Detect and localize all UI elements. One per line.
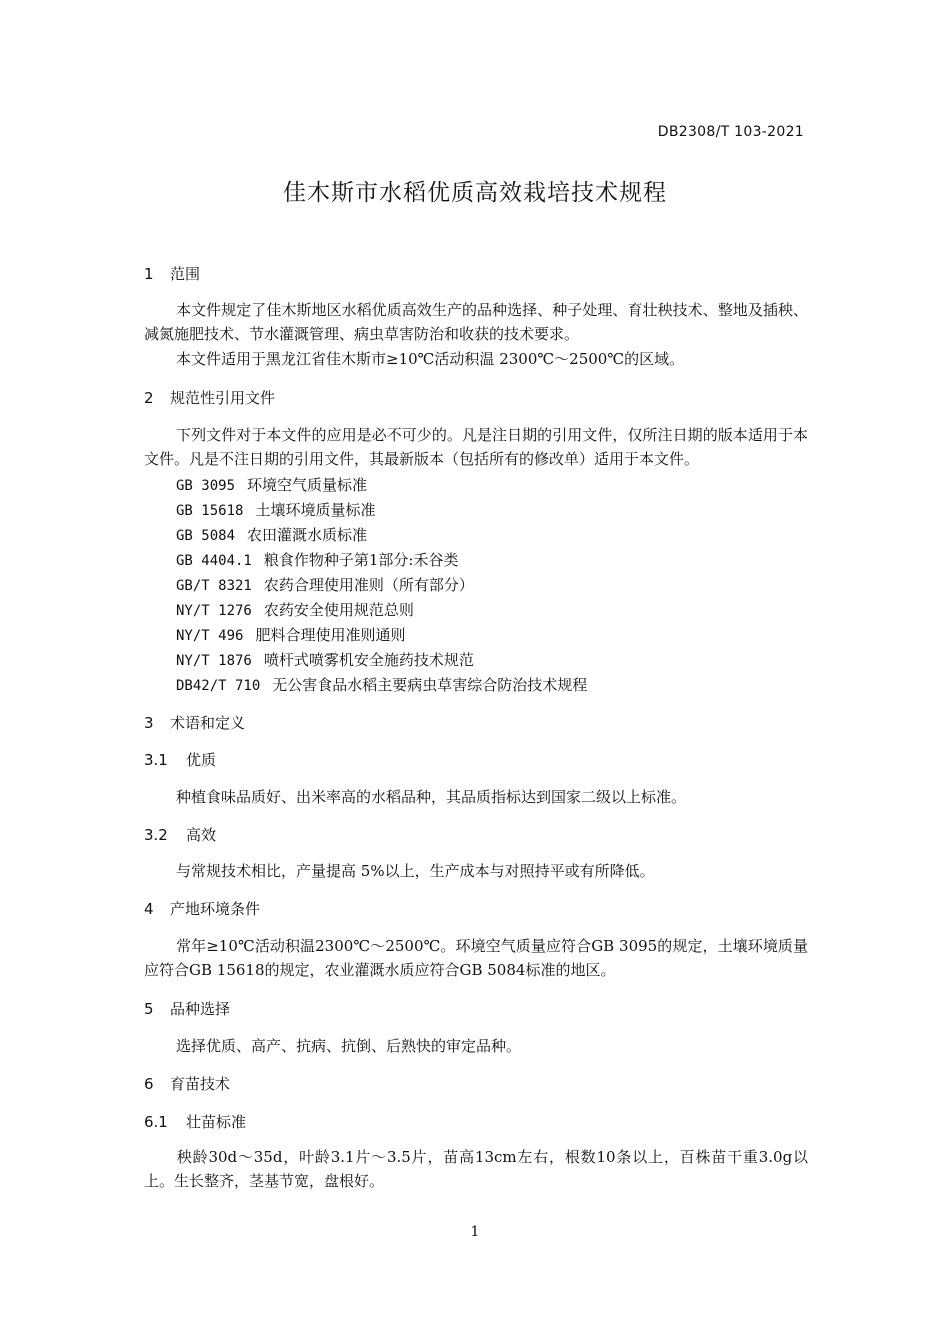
section-title: 产地环境条件: [170, 900, 261, 918]
page-number: 1: [470, 1224, 480, 1240]
reference-item: GB 5084 农田灌溉水质标准: [176, 526, 368, 544]
reference-item: GB 4404.1 粮食作物种子第1部分:禾谷类: [176, 551, 459, 569]
document-title: 佳木斯市水稻优质高效栽培技术规程: [283, 180, 667, 206]
section-1-heading: [144, 263, 200, 284]
section-3-1-paragraph: 种植食味品质好、出米率高的水稻品种，其品质指标达到国家二级以上标准。: [176, 788, 687, 806]
section-4-heading: [144, 898, 260, 919]
section-6-1-paragraph: 秧龄30d～35d，叶龄3.1片～3.5片，苗高13cm左右，根数10条以上，百株苗干重3.0g以上。生长整齐，茎基节宽，盘根好。: [144, 1148, 808, 1190]
section-number: 5: [144, 1000, 154, 1018]
section-title: 品种选择: [170, 1000, 231, 1018]
section-title: 范围: [170, 265, 201, 283]
section-3-2-heading: [144, 824, 216, 845]
section-2-paragraph-1: 下列文件对于本文件的应用是必不可少的。凡是注日期的引用文件，仅所注日期的版本适用于本文件。凡是不注日期的引用文件，其最新版本（包括所有的修改单）适用于本文件。: [144, 426, 808, 468]
reference-item: NY/T 1276 农药安全使用规范总则: [176, 601, 414, 619]
section-5-paragraph: 选择优质、高产、抗病、抗倒、后熟快的审定品种。: [176, 1037, 522, 1055]
reference-item: GB/T 8321 农药合理使用准则（所有部分）: [176, 576, 474, 594]
section-3-1-heading: [144, 749, 216, 770]
reference-item: NY/T 1876 喷杆式喷雾机安全施药技术规范: [176, 651, 474, 669]
section-6-1-heading: [144, 1111, 246, 1132]
standard-code: DB2308/T 103-2021: [657, 124, 804, 140]
section-2-heading: [144, 387, 275, 408]
section-number: 1: [144, 265, 154, 283]
section-number: 3: [144, 714, 154, 732]
section-title: 高效: [186, 826, 217, 844]
section-number: 3.1: [144, 751, 168, 769]
section-5-heading: [144, 998, 230, 1019]
reference-item: DB42/T 710 无公害食品水稻主要病虫草害综合防治技术规程: [176, 676, 588, 694]
section-title: 规范性引用文件: [170, 389, 276, 407]
section-1-paragraph-1: 本文件规定了佳木斯地区水稻优质高效生产的品种选择、种子处理、育壮秧技术、整地及插秧、减氮施肥技术、节水灌溉管理、病虫草害防治和收获的技术要求。: [144, 301, 808, 343]
section-title: 壮苗标准: [186, 1113, 247, 1131]
section-title: 育苗技术: [170, 1075, 231, 1093]
section-4-paragraph: 常年≥10℃活动积温2300℃～2500℃。环境空气质量应符合GB 3095的规定，土壤环境质量应符合GB 15618的规定，农业灌溉水质应符合GB 5084标准的地区。: [144, 937, 808, 979]
section-title: 术语和定义: [170, 714, 246, 732]
reference-item: NY/T 496 肥料合理使用准则通则: [176, 626, 406, 644]
section-3-2-paragraph: 与常规技术相比，产量提高 5%以上，生产成本与对照持平或有所降低。: [176, 862, 655, 880]
reference-item: GB 15618 土壤环境质量标准: [176, 501, 376, 519]
section-3-heading: [144, 712, 245, 733]
section-number: 6: [144, 1075, 154, 1093]
section-title: 优质: [186, 751, 217, 769]
reference-item: GB 3095 环境空气质量标准: [176, 476, 368, 494]
section-number: 4: [144, 900, 154, 918]
section-1-paragraph-2: 本文件适用于黑龙江省佳木斯市≥10℃活动积温 2300℃～2500℃的区域。: [176, 350, 685, 368]
section-number: 3.2: [144, 826, 168, 844]
section-number: 2: [144, 389, 154, 407]
section-6-heading: [144, 1073, 230, 1094]
section-number: 6.1: [144, 1113, 168, 1131]
